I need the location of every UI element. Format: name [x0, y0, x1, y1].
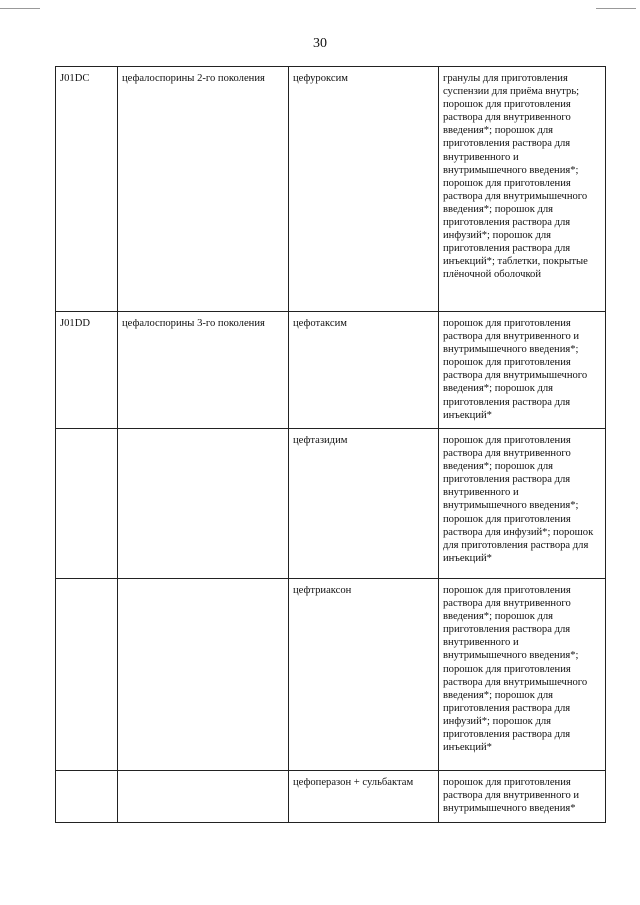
drug-name-cell: цефтазидим: [289, 429, 439, 579]
dosage-forms-cell: порошок для приготовления раствора для внутривенного и внутримышечного введения*: [439, 771, 606, 823]
atc-code-cell: [56, 429, 118, 579]
drug-group-cell: [118, 771, 289, 823]
dosage-forms-cell: порошок для приготовления раствора для внутривенного и внутримышечного введения*; порошок для приготовления раствора для внутримышечного введения*; порошок для приготовления раствора для инъекций*: [439, 312, 606, 429]
table-row: [56, 67, 606, 312]
atc-code-cell: J01DC: [56, 67, 118, 312]
drug-name-cell: цефотаксим: [289, 312, 439, 429]
atc-code-cell: J01DD: [56, 312, 118, 429]
dosage-forms-cell: порошок для приготовления раствора для внутривенного введения*; порошок для приготовления раствора для внутривенного и внутримышечного введения*; порошок для приготовления раствора для инфузий*; порошок для приготовления раствора для инъекций*: [439, 429, 606, 579]
drug-group-cell: [118, 579, 289, 771]
table-row: [56, 429, 606, 579]
table-row: [56, 771, 606, 823]
dosage-forms-cell: порошок для приготовления раствора для внутривенного введения*; порошок для приготовления раствора для внутривенного и внутримышечного введения*; порошок для приготовления раствора для внутримышечного введения*; порошок для приготовления раствора для инфузий*; порошок для приготовления раствора для инъекций*: [439, 579, 606, 771]
drug-name-cell: цефоперазон + сульбактам: [289, 771, 439, 823]
dosage-forms-cell: гранулы для приготовления суспензии для приёма внутрь; порошок для приготовления раствора для внутривенного введения*; порошок для приготовления раствора для внутривенного и внутримышечного введения*; порошок для приготовления раствора для внутримышечного введения*; порошок для приготовления раствора для инфузий*; порошок для приготовления раствора для инъекций*; таблетки, покрытые плёночной оболочкой: [439, 67, 606, 312]
drug-name-cell: цефуроксим: [289, 67, 439, 312]
atc-code-cell: [56, 579, 118, 771]
drug-group-cell: цефалоспорины 3-го поколения: [118, 312, 289, 429]
drug-table: [55, 66, 606, 823]
table-row: [56, 579, 606, 771]
page-number: 30: [313, 36, 327, 51]
drug-group-cell: [118, 429, 289, 579]
scan-edge-marks: [0, 8, 640, 10]
drug-name-cell: цефтриаксон: [289, 579, 439, 771]
table-row: [56, 312, 606, 429]
drug-group-cell: цефалоспорины 2-го поколения: [118, 67, 289, 312]
atc-code-cell: [56, 771, 118, 823]
